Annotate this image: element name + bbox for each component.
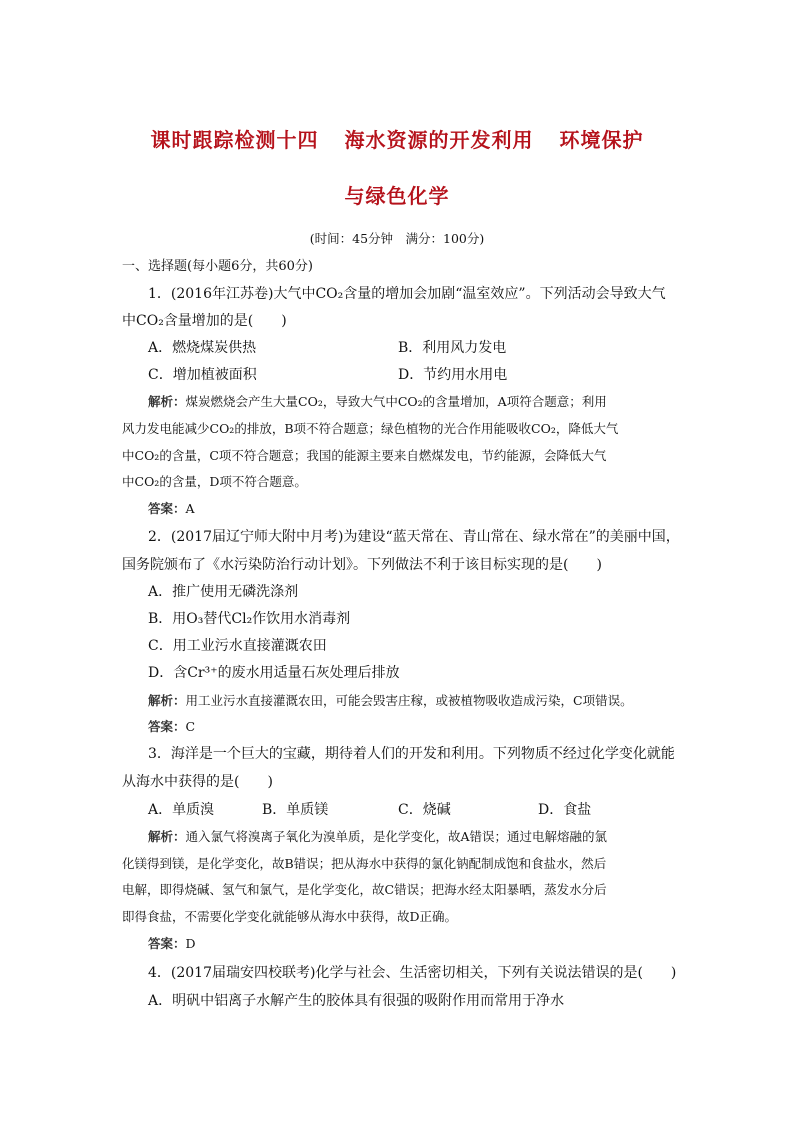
q2-analysis-text: 用工业污水直接灌溉农田，可能会毁害庄稼，或被植物吸收造成污染，C项错误。 bbox=[185, 693, 633, 708]
q3-analysis-line-2: 化镁得到镁，是化学变化，故B错误；把从海水中获得的氯化钠配制成饱和食盐水，然后 bbox=[122, 856, 607, 871]
q3-analysis-text-1: 通入氯气将溴离子氧化为溴单质，是化学变化，故A错误；通过电解熔融的氯 bbox=[185, 829, 608, 844]
q3-stem-line-2: 从海水中获得的是( ) bbox=[122, 774, 273, 790]
q2-analysis bbox=[148, 691, 633, 709]
q3-analysis-line-4: 即得食盐，不需要化学变化就能够从海水中获得，故D正确。 bbox=[122, 909, 458, 924]
q1-analysis-text-1: 煤炭燃烧会产生大量CO₂，导致大气中CO₂的含量增加，A项符合题意；利用 bbox=[185, 394, 607, 409]
q1-option-c: C．增加植被面积 bbox=[148, 367, 257, 383]
answer-label: 答案： bbox=[148, 501, 186, 516]
q2-answer-value: C bbox=[185, 719, 196, 734]
q3-analysis-line-1 bbox=[148, 827, 607, 845]
q3-answer bbox=[148, 934, 196, 952]
page-title bbox=[0, 124, 794, 153]
section-heading: 一、选择题(每小题6分，共60分) bbox=[122, 259, 313, 274]
q1-analysis-line-4: 中CO₂的含量，D项不符合题意。 bbox=[122, 474, 307, 489]
analysis-label: 解析： bbox=[148, 829, 186, 844]
time-score-info: (时间：45分钟 满分：100分) bbox=[309, 231, 485, 246]
q2-stem-line-2: 国务院颁布了《水污染防治行动计划》。下列做法不利于该目标实现的是( ) bbox=[122, 557, 602, 573]
q3-stem-line-1: 3．海洋是一个巨大的宝藏，期待着人们的开发和利用。下列物质不经过化学变化就能 bbox=[148, 746, 675, 762]
q1-answer bbox=[148, 499, 195, 517]
answer-label: 答案： bbox=[148, 936, 186, 951]
q3-option-a: A．单质溴 bbox=[148, 802, 215, 818]
page-title-line-2: 与绿色化学 bbox=[344, 184, 450, 208]
q1-stem-line-1: 1．(2016年江苏卷)大气中CO₂含量的增加会加剧“温室效应”。下列活动会导致大气 bbox=[148, 286, 666, 302]
q2-option-c: C．用工业污水直接灌溉农田 bbox=[148, 638, 327, 654]
q3-analysis-line-3: 电解，即得烧碱、氢气和氯气，是化学变化，故C错误；把海水经太阳暴晒，蒸发水分后 bbox=[122, 882, 607, 897]
q3-option-d: D．食盐 bbox=[538, 802, 592, 818]
q1-analysis-line-2: 风力发电能减少CO₂的排放，B项不符合题意；绿色植物的光合作用能吸收CO₂，降低大气 bbox=[122, 421, 619, 436]
q2-option-b: B．用O₃替代Cl₂作饮用水消毒剂 bbox=[148, 611, 351, 627]
q1-analysis-line-3: 中CO₂的含量，C项不符合题意；我国的能源主要来自燃煤发电，节约能源，会降低大气 bbox=[122, 448, 607, 463]
q2-option-a: A．推广使用无磷洗涤剂 bbox=[148, 584, 299, 600]
q1-option-d: D．节约用水用电 bbox=[398, 367, 508, 383]
title-part-1: 课时跟踪检测十四 bbox=[150, 128, 319, 152]
q3-option-b: B．单质镁 bbox=[262, 802, 329, 818]
title-part-3: 环境保护 bbox=[559, 128, 644, 152]
analysis-label: 解析： bbox=[148, 693, 186, 708]
q1-stem-line-2: 中CO₂含量增加的是( ) bbox=[122, 313, 287, 329]
q1-answer-value: A bbox=[185, 501, 195, 516]
q1-analysis-line-1 bbox=[148, 392, 607, 410]
q2-answer bbox=[148, 717, 195, 735]
q1-option-b: B．利用风力发电 bbox=[398, 340, 507, 356]
q2-stem-line-1: 2．(2017届辽宁师大附中月考)为建设“蓝天常在、青山常在、绿水常在”的美丽中国， bbox=[148, 529, 680, 545]
q3-option-c: C．烧碱 bbox=[398, 802, 451, 818]
answer-label: 答案： bbox=[148, 719, 186, 734]
title-part-2: 海水资源的开发利用 bbox=[344, 128, 534, 152]
q3-answer-value: D bbox=[185, 936, 196, 951]
analysis-label: 解析： bbox=[148, 394, 186, 409]
q4-option-a: A．明矾中铝离子水解产生的胶体具有很强的吸附作用而常用于净水 bbox=[148, 993, 565, 1009]
q1-option-a: A．燃烧煤炭供热 bbox=[148, 340, 257, 356]
q4-stem-line-1: 4．(2017届瑞安四校联考)化学与社会、生活密切相关，下列有关说法错误的是( ) bbox=[148, 965, 677, 981]
q2-option-d: D．含Cr³⁺的废水用适量石灰处理后排放 bbox=[148, 665, 400, 681]
